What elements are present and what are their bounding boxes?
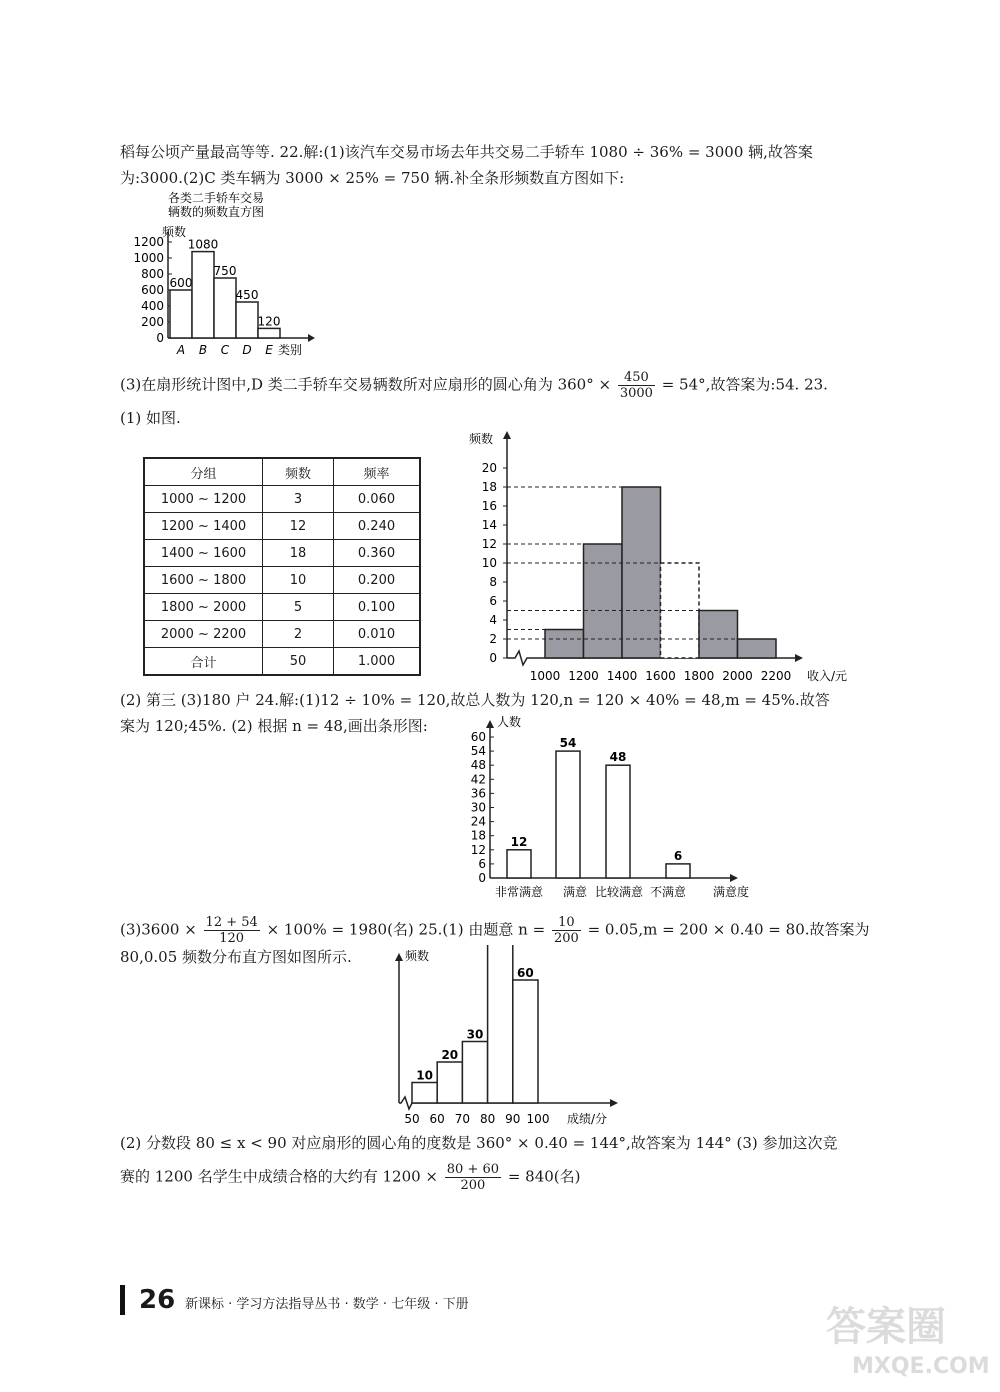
chart3-ytick: 30 bbox=[470, 800, 486, 815]
text-line-2: 为:3000.(2)C 类车辆为 3000 × 25% = 750 辆.补全条形频数直方图如下: bbox=[120, 169, 625, 187]
book-title: 新课标 · 学习方法指导丛书 · 数学 · 七年级 · 下册 bbox=[185, 1297, 469, 1312]
text-line-7c: = 0.05,m = 200 × 0.40 = 80.故答案为 bbox=[587, 920, 870, 939]
chart2-bar bbox=[622, 487, 661, 658]
chart4-bar-label: 60 bbox=[517, 966, 534, 980]
chart-4-score-histogram bbox=[385, 945, 655, 1130]
chart1-ytick: 0 bbox=[156, 331, 164, 345]
chart1-ytick: 600 bbox=[141, 283, 164, 297]
chart2-ytick: 18 bbox=[481, 480, 497, 494]
chart2-ytick: 4 bbox=[489, 613, 497, 627]
text-line-7a: (3)3600 × bbox=[120, 920, 197, 939]
chart2-bar bbox=[545, 630, 584, 659]
chart-2-income-histogram bbox=[455, 425, 855, 690]
table-row bbox=[144, 594, 420, 621]
text-line-10a: 赛的 1200 名学生中成绩合格的大约有 1200 × bbox=[120, 1167, 438, 1186]
watermark-line-1: 答案圈 bbox=[826, 1304, 946, 1350]
chart4-bar bbox=[513, 980, 538, 1103]
chart2-xtick: 1800 bbox=[683, 669, 715, 683]
chart4-bar-label: 30 bbox=[466, 1027, 484, 1042]
th-freq: 频数 bbox=[263, 458, 334, 486]
chart3-ytick: 42 bbox=[470, 772, 486, 787]
text-line-10 bbox=[120, 1162, 580, 1193]
chart2-bar bbox=[661, 563, 700, 658]
chart4-bar bbox=[437, 1062, 462, 1103]
chart1-bar bbox=[170, 290, 192, 338]
text-line-6: 案为 120;45%. (2) 根据 n = 48,画出条形图: bbox=[120, 717, 428, 735]
chart3-ytick: 6 bbox=[478, 856, 486, 871]
chart2-ytick: 12 bbox=[481, 537, 497, 551]
chart2-x-arrow bbox=[795, 654, 803, 662]
chart4-plot bbox=[395, 945, 618, 1126]
table-cell: 2 bbox=[263, 621, 334, 648]
chart4-xtick: 100 bbox=[526, 1112, 550, 1126]
chart3-bar bbox=[666, 864, 690, 878]
chart3-bar-label: 54 bbox=[559, 736, 577, 751]
table-cell: 0.240 bbox=[334, 513, 421, 540]
chart1-ytick: 1000 bbox=[133, 251, 164, 265]
chart2-ytick: 8 bbox=[489, 575, 497, 589]
chart3-y-arrow bbox=[486, 720, 494, 728]
frac-num: 80 + 60 bbox=[446, 1162, 500, 1177]
chart1-ylabel: 频数 bbox=[162, 225, 187, 239]
chart4-bar bbox=[412, 1083, 437, 1104]
table-cell: 0.010 bbox=[334, 621, 421, 648]
chart2-bar bbox=[699, 611, 738, 659]
table-cell: 3 bbox=[263, 486, 334, 513]
chart1-category: A bbox=[176, 343, 186, 357]
chart4-xtick: 80 bbox=[479, 1112, 496, 1126]
chart4-bar-label: 20 bbox=[441, 1048, 459, 1062]
chart1-bar-label: 450 bbox=[235, 288, 259, 302]
chart4-bar bbox=[462, 1042, 487, 1104]
table-row bbox=[144, 540, 420, 567]
table-cell: 1000 ~ 1200 bbox=[144, 486, 263, 513]
table-cell: 12 bbox=[263, 513, 334, 540]
table-cell: 1.000 bbox=[334, 648, 421, 676]
chart1-category: B bbox=[198, 343, 208, 357]
table-row bbox=[144, 621, 420, 648]
chart3-category: 非常满意 bbox=[494, 885, 544, 899]
chart1-bar bbox=[236, 302, 258, 338]
chart2-ytick: 20 bbox=[481, 461, 497, 475]
chart4-x-arrow bbox=[610, 1099, 618, 1107]
chart4-xtick: 90 bbox=[505, 1112, 521, 1126]
fraction-66-120 bbox=[204, 915, 260, 946]
chart1-bar-label: 1080 bbox=[187, 237, 219, 252]
chart3-bar bbox=[556, 751, 580, 878]
table-cell: 0.100 bbox=[334, 594, 421, 621]
chart3-bar-label: 48 bbox=[609, 750, 627, 765]
chart3-category: 不满意 bbox=[649, 885, 687, 899]
table-header bbox=[144, 458, 420, 486]
text-line-4: (1) 如图. bbox=[120, 409, 181, 427]
chart-1-vehicle-types bbox=[110, 188, 330, 363]
chart4-y-arrow bbox=[395, 953, 403, 961]
chart1-title-1: 各类二手轿车交易 bbox=[168, 191, 265, 205]
chart4-xtick: 70 bbox=[454, 1112, 471, 1126]
table-cell: 1800 ~ 2000 bbox=[144, 594, 263, 621]
chart3-ytick: 18 bbox=[470, 828, 486, 843]
table-cell: 5 bbox=[263, 594, 334, 621]
chart2-ylabel: 频数 bbox=[469, 432, 494, 446]
table-cell: 50 bbox=[263, 648, 334, 676]
chart3-bar bbox=[507, 850, 531, 878]
chart2-ytick: 16 bbox=[481, 499, 497, 513]
chart2-ytick: 14 bbox=[481, 518, 497, 532]
chart3-ytick: 48 bbox=[470, 758, 486, 773]
frac-den: 3000 bbox=[619, 386, 653, 401]
chart2-xtick: 1600 bbox=[645, 669, 676, 683]
chart2-xtick: 1000 bbox=[529, 669, 561, 683]
table-cell: 1200 ~ 1400 bbox=[144, 513, 263, 540]
chart4-bar bbox=[488, 945, 513, 1103]
chart1-x-arrow bbox=[308, 334, 315, 342]
chart1-bar bbox=[192, 252, 214, 338]
chart4-bar-label: 10 bbox=[416, 1068, 433, 1083]
chart1-category: C bbox=[220, 343, 230, 357]
table-cell: 1400 ~ 1600 bbox=[144, 540, 263, 567]
chart1-bar bbox=[258, 328, 280, 338]
chart3-xlabel: 满意度 bbox=[713, 885, 750, 899]
chart1-category: D bbox=[242, 343, 252, 357]
table-body bbox=[144, 486, 420, 676]
table-cell: 10 bbox=[263, 567, 334, 594]
chart4-xlabel: 成绩/分 bbox=[567, 1112, 608, 1126]
fraction-450-3000 bbox=[618, 370, 655, 401]
table-cell: 0.060 bbox=[334, 486, 421, 513]
chart2-ytick: 0 bbox=[489, 651, 497, 665]
chart2-y-arrow bbox=[503, 431, 511, 439]
table-row bbox=[144, 513, 420, 540]
frac-num: 12 + 54 bbox=[205, 915, 258, 930]
chart2-ytick: 2 bbox=[489, 632, 497, 646]
table-cell: 合计 bbox=[144, 648, 263, 676]
chart1-bar bbox=[214, 278, 236, 338]
chart3-ytick: 24 bbox=[470, 814, 486, 829]
table-row bbox=[144, 648, 420, 676]
th-group: 分组 bbox=[144, 458, 263, 486]
table-cell: 2000 ~ 2200 bbox=[144, 621, 263, 648]
chart3-bar-label: 6 bbox=[673, 848, 683, 863]
frac-num: 450 bbox=[618, 370, 655, 386]
chart3-ylabel: 人数 bbox=[497, 715, 522, 729]
text-line-7b: × 100% = 1980(名) 25.(1) 由题意 n = bbox=[266, 920, 546, 939]
chart1-plot bbox=[133, 232, 315, 357]
chart2-plot bbox=[469, 431, 847, 683]
chart2-xtick: 1200 bbox=[568, 669, 599, 683]
text-line-1: 稻每公顷产量最高等等. 22.解:(1)该汽车交易市场去年共交易二手轿车 1080 ÷ 36% = 3000 辆,故答案 bbox=[120, 143, 813, 161]
chart1-title-2: 辆数的频数直方图 bbox=[168, 205, 265, 219]
page-number: 26 bbox=[120, 1285, 175, 1315]
chart3-category: 满意 bbox=[562, 885, 588, 899]
chart3-plot bbox=[471, 714, 749, 899]
chart2-xtick: 2000 bbox=[722, 669, 753, 683]
watermark-line-2: MXQE.COM bbox=[852, 1354, 990, 1379]
table-row bbox=[144, 567, 420, 594]
text-line-5: (2) 第三 (3)180 户 24.解:(1)12 ÷ 10% = 120,故总人数为 120,n = 120 × 40% = 48,m = 45%.故答 bbox=[120, 691, 830, 709]
chart1-ytick: 800 bbox=[141, 267, 164, 281]
chart3-ytick: 36 bbox=[470, 786, 486, 801]
chart2-ytick: 6 bbox=[489, 594, 497, 608]
chart2-bar bbox=[584, 544, 623, 658]
chart2-xtick: 1400 bbox=[606, 669, 638, 683]
chart3-x-arrow bbox=[730, 874, 738, 882]
chart3-ytick: 0 bbox=[478, 871, 486, 885]
chart3-ytick: 54 bbox=[470, 744, 486, 759]
chart1-ytick: 200 bbox=[141, 315, 164, 329]
chart3-bar bbox=[606, 765, 630, 878]
table-cell: 0.360 bbox=[334, 540, 421, 567]
chart1-ytick: 1200 bbox=[133, 235, 164, 249]
chart2-xlabel: 收入/元 bbox=[807, 669, 848, 683]
frac-den: 200 bbox=[553, 931, 579, 946]
chart4-xtick: 50 bbox=[404, 1112, 420, 1126]
text-line-3b: = 54°,故答案为:54. 23. bbox=[661, 375, 828, 394]
th-rate: 频率 bbox=[334, 458, 421, 486]
chart3-category: 比较满意 bbox=[594, 885, 644, 899]
text-line-3 bbox=[120, 370, 828, 401]
chart-3-satisfaction bbox=[455, 710, 785, 905]
frac-den: 120 bbox=[219, 931, 245, 946]
chart3-bar-label: 12 bbox=[510, 834, 528, 849]
chart3-ytick: 60 bbox=[470, 730, 486, 744]
chart1-bar-label: 600 bbox=[169, 276, 193, 290]
chart1-category: E bbox=[265, 343, 273, 357]
chart2-ytick: 10 bbox=[481, 556, 497, 570]
text-line-3a: (3)在扇形统计图中,D 类二手轿车交易辆数所对应扇形的圆心角为 360° × bbox=[120, 375, 612, 394]
frac-num: 10 bbox=[552, 915, 581, 931]
table-cell: 18 bbox=[263, 540, 334, 567]
watermark-logo bbox=[822, 1295, 992, 1380]
chart4-xtick: 60 bbox=[429, 1112, 445, 1126]
chart4-ylabel: 频数 bbox=[405, 949, 430, 963]
frequency-table bbox=[143, 457, 421, 676]
text-line-9: (2) 分数段 80 ≤ x < 90 对应扇形的圆心角的度数是 360° × 0.40 = 144°,故答案为 144° (3) 参加这次竞 bbox=[120, 1134, 838, 1152]
chart1-xlabel: 类别 bbox=[278, 343, 303, 357]
chart1-bar-label: 750 bbox=[213, 264, 237, 278]
fraction-10-200 bbox=[552, 915, 581, 946]
chart3-ytick: 12 bbox=[470, 842, 486, 857]
chart1-bar-label: 120 bbox=[257, 314, 281, 329]
chart2-xtick: 2200 bbox=[760, 669, 792, 683]
fraction-140-200 bbox=[445, 1162, 501, 1193]
chart2-bar bbox=[738, 639, 777, 658]
table-row bbox=[144, 486, 420, 513]
text-line-7 bbox=[120, 915, 870, 946]
chart1-ytick: 400 bbox=[141, 299, 164, 313]
table-cell: 1600 ~ 1800 bbox=[144, 567, 263, 594]
text-line-8: 80,0.05 频数分布直方图如图所示. bbox=[120, 948, 352, 966]
table-cell: 0.200 bbox=[334, 567, 421, 594]
frac-den: 200 bbox=[460, 1178, 486, 1193]
text-line-10b: = 840(名) bbox=[507, 1167, 581, 1186]
